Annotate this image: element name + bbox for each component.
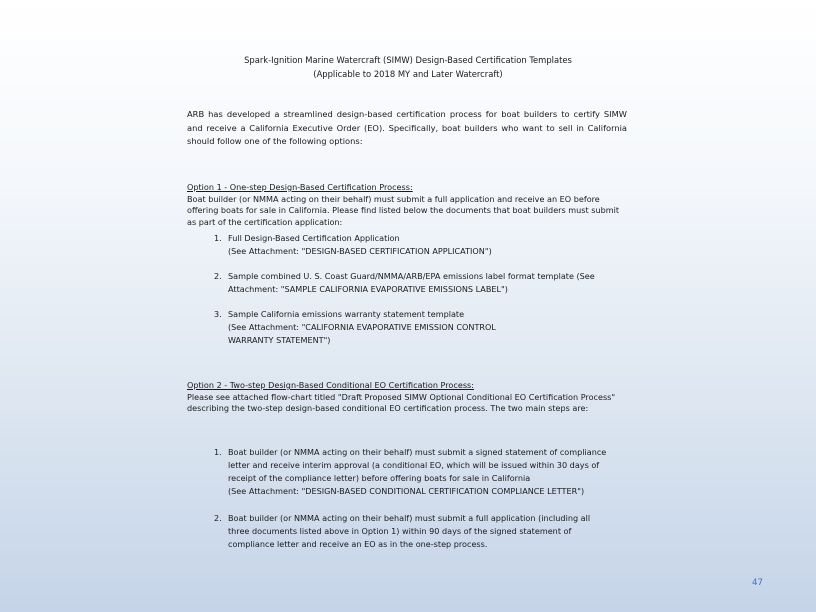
option-2-body: Please see attached flow-chart titled "Draft Proposed SIMW Optional Conditional EO Certification Process" describing the two-step design-based conditional EO certification process. The two main steps are:	[187, 391, 616, 413]
list-item	[214, 512, 624, 551]
list-item	[214, 270, 624, 296]
option-1-list	[214, 232, 624, 347]
list-item	[214, 446, 624, 498]
option-1-section	[187, 182, 627, 228]
option-2-heading: Option 2 - Two-step Design-Based Conditional EO Certification Process:	[187, 380, 474, 390]
list-item-text: Sample California emissions warranty statement template	[228, 309, 465, 319]
list-item-text: Boat builder (or NMMA acting on their behalf) must submit a signed statement of compliance letter and receive interim approval (a conditional EO, which will be issued within 30 days of receipt of the compliance letter) before offering boats for sale in California	[228, 447, 607, 483]
list-item-number: 2.	[214, 271, 222, 281]
list-item-attachment: (See Attachment: "DESIGN-BASED CERTIFICATION APPLICATION")	[228, 246, 492, 256]
list-item-number: 1.	[214, 233, 222, 243]
title-line-1: Spark-Ignition Marine Watercraft (SIMW) Design-Based Certification Templates	[244, 55, 572, 65]
page-number: 47	[752, 578, 763, 588]
list-item-text: Full Design-Based Certification Application	[228, 233, 400, 243]
list-item	[214, 232, 624, 258]
option-1-body: Boat builder (or NMMA acting on their behalf) must submit a full application and receive an EO before offering boats for sale in California. Please find listed below the documents that boat builders must submit as part of the certification application:	[187, 193, 620, 227]
list-item-text: Boat builder (or NMMA acting on their behalf) must submit a full application (including all three documents listed above in Option 1) within 90 days of the signed statement of compliance letter and receive an EO as in the one-step process.	[228, 513, 591, 549]
list-item-attachment: (See Attachment: "CALIFORNIA EVAPORATIVE EMISSION CONTROL WARRANTY STATEMENT")	[228, 322, 496, 345]
option-2-section	[187, 380, 627, 415]
list-item-number: 3.	[214, 309, 222, 319]
document-title	[0, 54, 816, 81]
list-item-number: 1.	[214, 447, 222, 457]
list-item-text: Sample combined U. S. Coast Guard/NMMA/ARB/EPA emissions label format template (See Attachment: "SAMPLE CALIFORNIA EVAPORATIVE EMISSIONS LABEL")	[228, 271, 595, 294]
list-item	[214, 308, 624, 347]
option-1-heading: Option 1 - One-step Design-Based Certification Process:	[187, 182, 413, 192]
list-item-number: 2.	[214, 513, 222, 523]
option-2-list	[214, 446, 624, 551]
intro-paragraph: ARB has developed a streamlined design-based certification process for boat builders to certify SIMW and receive a California Executive Order (EO). Specifically, boat builders who want to sell in California should follow one of the following options:	[187, 109, 627, 146]
list-item-attachment: (See Attachment: "DESIGN-BASED CONDITIONAL CERTIFICATION COMPLIANCE LETTER")	[228, 486, 585, 496]
title-line-2: (Applicable to 2018 MY and Later Watercraft)	[313, 68, 503, 79]
